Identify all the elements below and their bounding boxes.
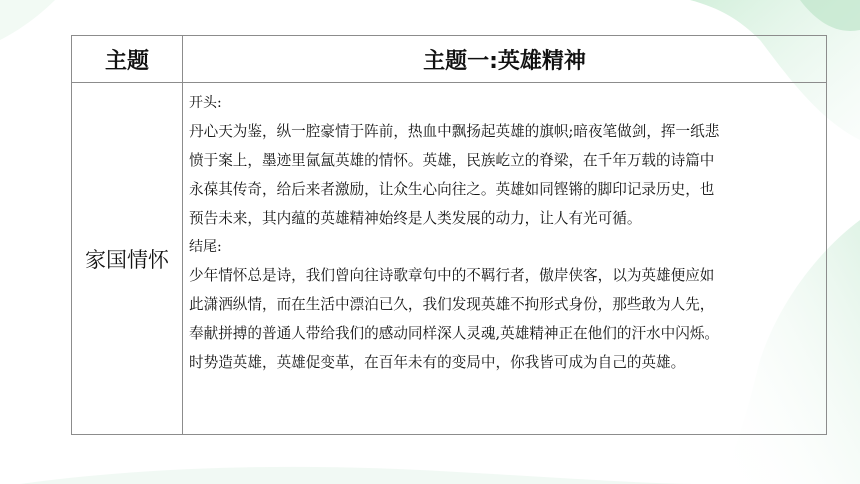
opening-line-4: 预告未来，其内蕴的英雄精神始终是人类发展的动力，让人有光可循。	[189, 209, 642, 227]
header-cell-theme-one	[183, 36, 827, 83]
closing-label: 结尾:	[189, 239, 222, 256]
closing-line-1: 少年情怀总是诗，我们曾向往诗歌章句中的不羁行者，傲岸侠客，以为英雄便应如	[189, 267, 715, 285]
header-cell-theme	[72, 36, 183, 83]
opening-line-3: 永葆其传奇，给后来者激励，让众生心向往之。英雄如同铿锵的脚印记录历史，也	[189, 180, 715, 198]
row-label: 家国情怀	[85, 247, 169, 272]
closing-line-3: 奉献拼搏的普通人带给我们的感动同样深人灵魂,英雄精神正在他们的汗水中闪烁。	[189, 325, 720, 343]
opening-label: 开头:	[189, 95, 222, 111]
theme-table	[71, 35, 827, 435]
closing-line-4: 时势造英雄，英雄促变革，在百年未有的变局中，你我皆可成为自己的英雄。	[189, 354, 686, 372]
content-cell	[183, 83, 827, 435]
opening-line-2: 愤于案上，墨迹里氤氲英雄的情怀。英雄，民族屹立的脊梁，在千年万载的诗篇中	[189, 151, 715, 169]
header-theme-one-label: 主题一:英雄精神	[423, 48, 586, 74]
table-header-row	[72, 36, 827, 83]
opening-line-1: 丹心天为鉴，纵一腔豪情于阵前，热血中飘扬起英雄的旗帜;暗夜笔做剑，挥一纸悲	[189, 122, 720, 140]
table-row	[72, 83, 827, 435]
header-theme-label: 主题	[104, 48, 149, 74]
row-label-cell	[72, 83, 183, 435]
closing-line-2: 此潇洒纵情，而在生活中漂泊已久，我们发现英雄不拘形式身份，那些敢为人先，	[189, 296, 715, 314]
